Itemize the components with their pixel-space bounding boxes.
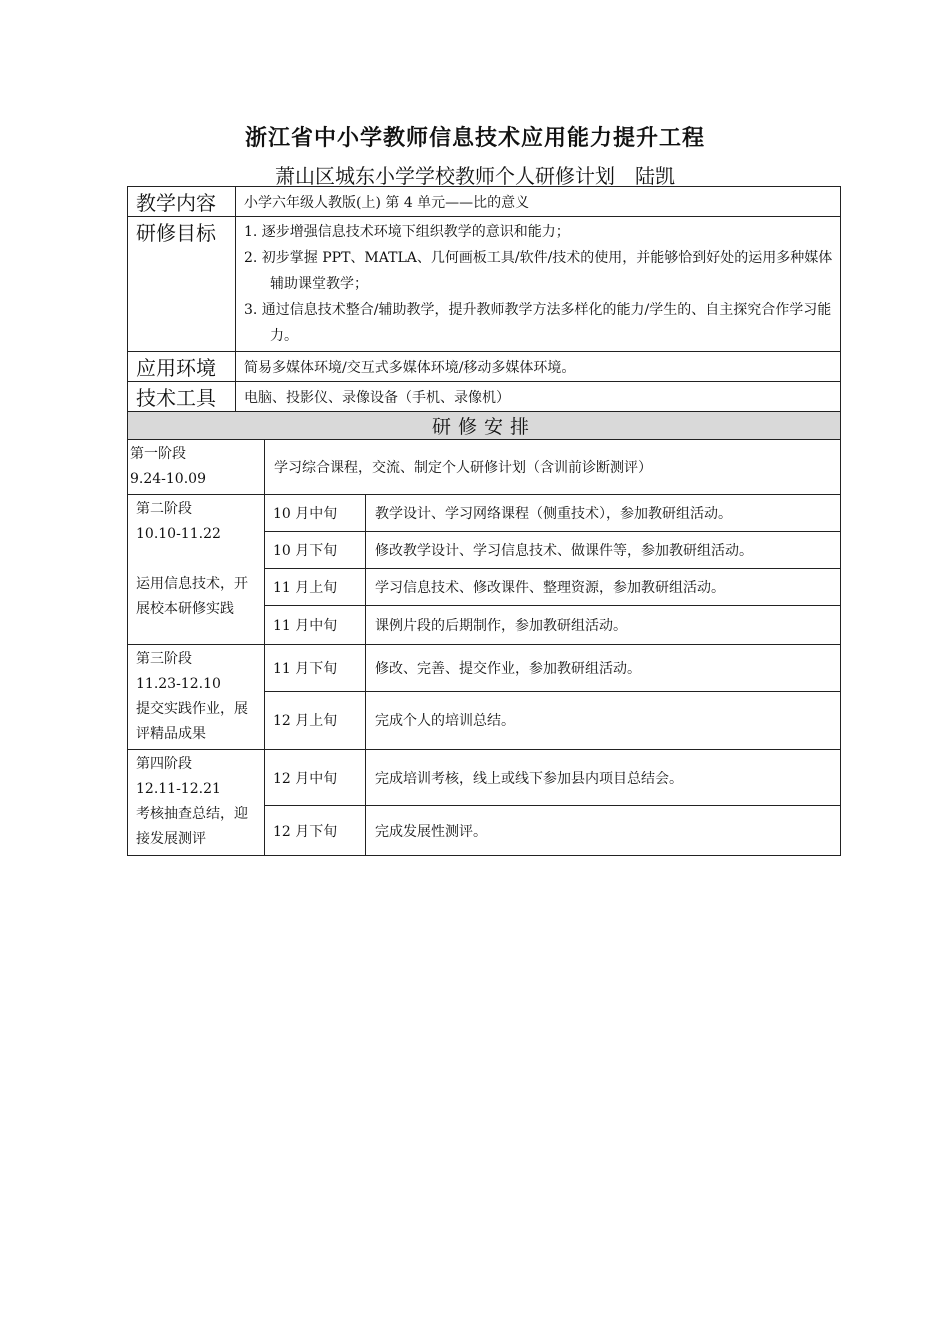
schedule-header: 研修安排: [128, 412, 841, 440]
schedule-time: 10 月中旬: [265, 495, 366, 532]
schedule-time: 10 月下旬: [265, 532, 366, 569]
stage4-name: 第四阶段: [136, 756, 192, 772]
document-subtitle: 萧山区城东小学学校教师个人研修计划 陆凯: [275, 164, 675, 188]
schedule-task: 学习信息技术、修改课件、整理资源，参加教研组活动。: [366, 569, 841, 606]
content-label: 教学内容: [128, 187, 236, 217]
schedule-time: 12 月上旬: [265, 691, 366, 749]
tools-value: 电脑、投影仪、录像设备（手机、录像机）: [236, 382, 841, 412]
schedule-task: 修改、完善、提交作业，参加教研组活动。: [366, 645, 841, 692]
stage4-desc: 考核抽查总结，迎接发展测评: [136, 806, 248, 847]
schedule-time: 11 月中旬: [265, 606, 366, 645]
row-content: [128, 187, 841, 217]
env-value: 简易多媒体环境/交互式多媒体环境/移动多媒体环境。: [236, 352, 841, 382]
stage4-dates: 12.11-12.21: [136, 781, 221, 797]
stage2-desc: 运用信息技术，开展校本研修实践: [136, 576, 248, 617]
schedule-task: 课例片段的后期制作，参加教研组活动。: [366, 606, 841, 645]
schedule-time: 12 月中旬: [265, 750, 366, 806]
schedule-task: 修改教学设计、学习信息技术、做课件等，参加教研组活动。: [366, 532, 841, 569]
row-env: [128, 352, 841, 382]
goal-item: 3. 通过信息技术整合/辅助教学，提升教师教学方法多样化的能力/学生的、自主探究合作学习能力。: [244, 302, 832, 344]
table-row: [128, 645, 841, 692]
table-row: [128, 750, 841, 806]
schedule-time: 11 月上旬: [265, 569, 366, 606]
env-label: 应用环境: [128, 352, 236, 382]
row-tools: [128, 382, 841, 412]
row-goals: [128, 217, 841, 352]
schedule-task: 完成个人的培训总结。: [366, 691, 841, 749]
tools-label: 技术工具: [128, 382, 236, 412]
schedule-time: 12 月下旬: [265, 806, 366, 856]
stage3-cell: [128, 645, 265, 750]
stage1-dates: 9.24-10.09: [130, 471, 206, 487]
schedule-task: 完成培训考核，线上或线下参加县内项目总结会。: [366, 750, 841, 806]
stage4-cell: [128, 750, 265, 856]
table-row: [128, 495, 841, 532]
row-stage1: [128, 440, 841, 495]
stage3-name: 第三阶段: [136, 651, 192, 667]
stage1-name: 第一阶段: [130, 446, 186, 462]
goals-list: [236, 217, 841, 352]
goal-item: 2. 初步掌握 PPT、MATLA、几何画板工具/软件/技术的使用，并能够恰到好处的运用多种媒体辅助课堂教学；: [244, 250, 833, 292]
stage3-dates: 11.23-12.10: [136, 676, 221, 692]
stage1-task: 学习综合课程，交流、制定个人研修计划（含训前诊断测评）: [265, 440, 841, 495]
plan-table: [127, 186, 841, 856]
stage3-desc: 提交实践作业，展评精品成果: [136, 701, 248, 742]
schedule-time: 11 月下旬: [265, 645, 366, 692]
schedule-task: 教学设计、学习网络课程（侧重技术），参加教研组活动。: [366, 495, 841, 532]
stage2-dates: 10.10-11.22: [136, 526, 221, 542]
goal-item: 1. 逐步增强信息技术环境下组织教学的意识和能力；: [244, 224, 570, 240]
stage1-cell: [128, 440, 265, 495]
row-schedule-header: [128, 412, 841, 440]
goals-label: 研修目标: [128, 217, 236, 352]
schedule-task: 完成发展性测评。: [366, 806, 841, 856]
document-title: 浙江省中小学教师信息技术应用能力提升工程: [244, 126, 705, 151]
stage2-name: 第二阶段: [136, 501, 192, 517]
content-value: 小学六年级人教版(上) 第 4 单元——比的意义: [236, 187, 841, 217]
stage2-cell: [128, 495, 265, 645]
